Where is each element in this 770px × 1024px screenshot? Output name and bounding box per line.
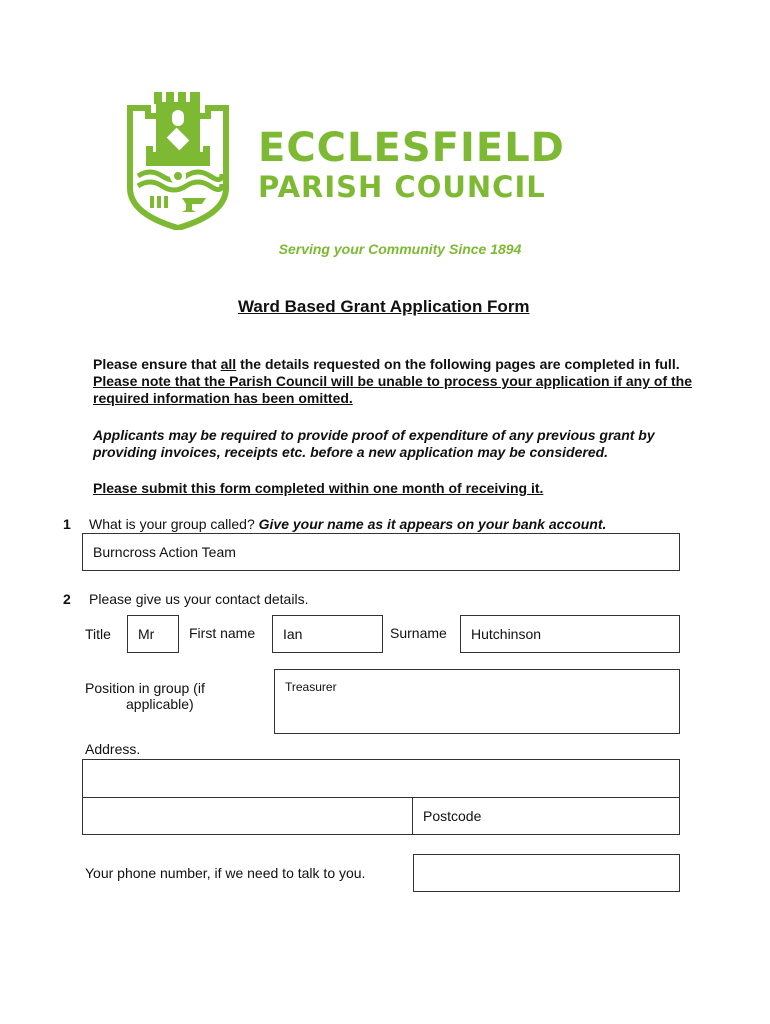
group-name-value: Burncross Action Team bbox=[93, 544, 236, 560]
question-2-text: Please give us your contact details. bbox=[89, 591, 309, 607]
title-label: Title bbox=[85, 626, 111, 642]
intro-paragraph-3 bbox=[93, 480, 713, 497]
council-name-line2: PARISH COUNCIL bbox=[258, 170, 546, 204]
group-name-field[interactable] bbox=[82, 533, 680, 571]
first-name-value: Ian bbox=[283, 626, 303, 642]
address-line-2-field[interactable] bbox=[82, 797, 413, 835]
intro-paragraph-1 bbox=[93, 356, 713, 407]
surname-field[interactable] bbox=[460, 615, 680, 653]
phone-label: Your phone number, if we need to talk to you. bbox=[85, 865, 366, 881]
phone-field[interactable] bbox=[413, 854, 680, 892]
title-value: Mr bbox=[138, 626, 155, 642]
question-1-label bbox=[89, 516, 606, 532]
title-field[interactable] bbox=[127, 615, 179, 653]
postcode-field[interactable] bbox=[412, 797, 680, 835]
tagline: Serving your Community Since 1894 bbox=[278, 241, 522, 257]
first-name-label: First name bbox=[189, 625, 256, 641]
submission-deadline-note: Please submit this form completed within one month of receiving it. bbox=[93, 480, 544, 496]
surname-label: Surname bbox=[390, 625, 447, 641]
question-1-number: 1 bbox=[63, 516, 71, 532]
first-name-field[interactable] bbox=[272, 615, 383, 653]
parish-crest-icon bbox=[126, 88, 230, 230]
position-value: Treasurer bbox=[285, 680, 337, 694]
position-label bbox=[85, 680, 205, 712]
address-label: Address. bbox=[85, 741, 141, 757]
council-name-line1: ECCLESFIELD bbox=[258, 125, 565, 171]
intro-paragraph-2 bbox=[93, 427, 713, 461]
intro-warning: Please note that the Parish Council will be unable to process your application if any of the required information has been omitted. bbox=[93, 373, 692, 406]
question-2-number: 2 bbox=[63, 591, 71, 607]
intro-text: Please ensure that bbox=[93, 356, 221, 372]
position-field[interactable] bbox=[274, 669, 680, 734]
question-1-text: What is your group called? bbox=[89, 516, 259, 532]
postcode-label: Postcode bbox=[423, 808, 482, 824]
surname-value: Hutchinson bbox=[471, 626, 542, 642]
intro-emphasis-all: all bbox=[220, 356, 237, 372]
proof-of-expenditure-note: Applicants may be required to provide proof of expenditure of any previous grant by providing invoices, receipts etc. before a new application may be considered. bbox=[93, 427, 655, 460]
position-label-line1: Position in group (if bbox=[85, 680, 205, 696]
intro-text-cont: the details requested on the following pages are completed in full. bbox=[236, 356, 680, 372]
form-title: Ward Based Grant Application Form bbox=[238, 297, 530, 316]
question-1-hint: Give your name as it appears on your bank account. bbox=[258, 516, 607, 532]
address-field[interactable] bbox=[82, 759, 680, 798]
position-label-line2: applicable) bbox=[126, 696, 194, 712]
